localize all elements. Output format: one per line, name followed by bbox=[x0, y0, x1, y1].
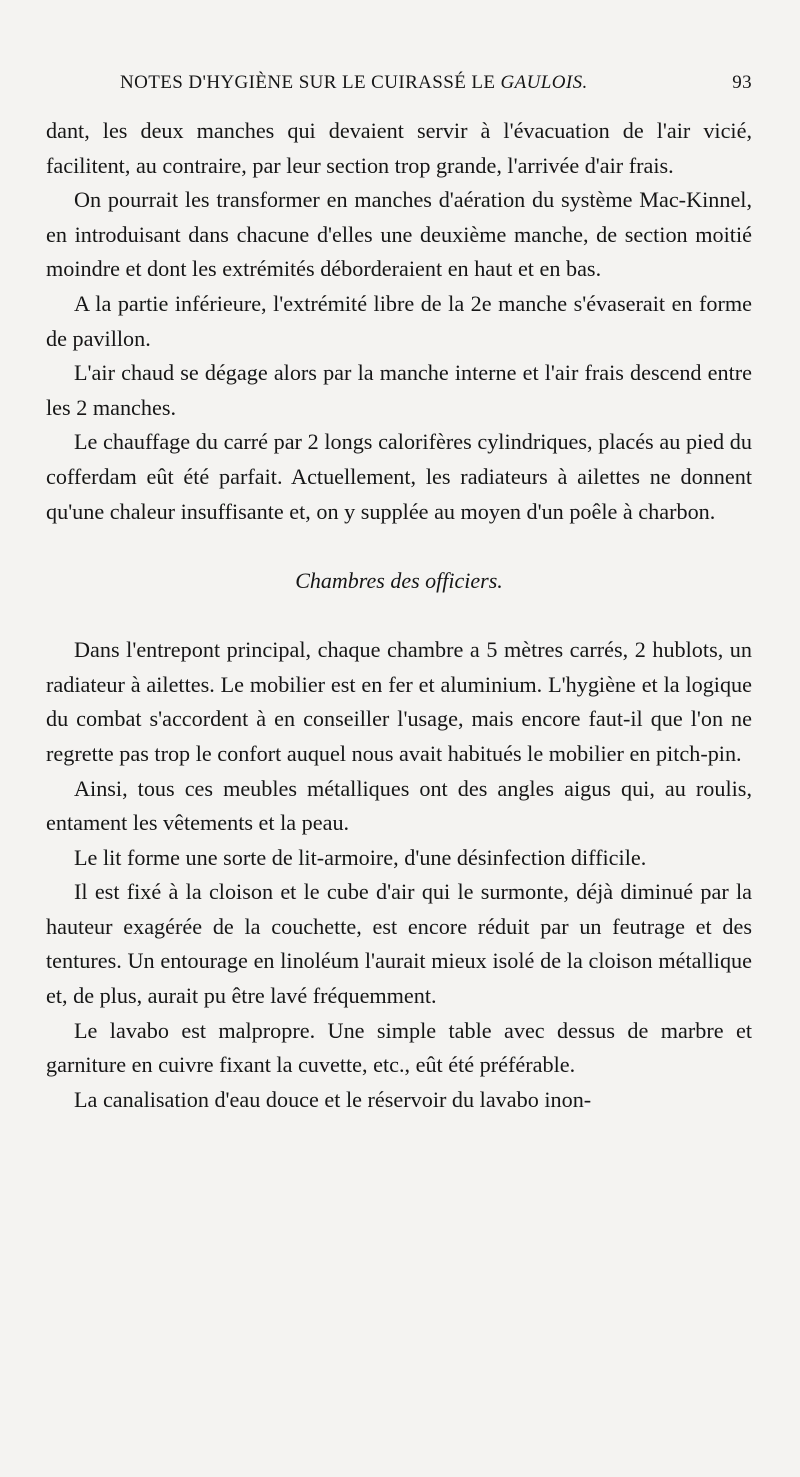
paragraph: A la partie inférieure, l'extrémité libre de la 2e manche s'évaserait en forme de pavillon. bbox=[46, 290, 752, 351]
paragraph: Le lit forme une sorte de lit-armoire, d'une désinfection difficile. bbox=[74, 844, 647, 870]
running-header bbox=[46, 72, 752, 100]
running-title-prefix: NOTES D'HYGIÈNE SUR LE CUIRASSÉ LE bbox=[120, 72, 501, 93]
running-title-ship-name: GAULOIS. bbox=[500, 72, 588, 93]
page-number: 93 bbox=[732, 72, 752, 93]
paragraph: La canalisation d'eau douce et le réservoir du lavabo inon- bbox=[74, 1086, 592, 1112]
paragraph: Dans l'entrepont principal, chaque chambre a 5 mètres carrés, 2 hublots, un radiateur à ailettes. Le mobilier est en fer et aluminium. L'hygiène et la logique du combat s'accordent à en conseiller l'usage, mais encore faut-il que l'on ne regrette pas trop le confort auquel nous avait habitués le mobilier en pitch-pin. bbox=[46, 637, 752, 766]
paragraph: Le chauffage du carré par 2 longs calorifères cylindriques, placés au pied du cofferdam eût été parfait. Actuellement, les radiateurs à ailettes ne donnent qu'une chaleur insuffisante et, on y supplée au moyen d'un poêle à charbon. bbox=[46, 429, 752, 524]
page-body bbox=[46, 114, 752, 1117]
paragraph: L'air chaud se dégage alors par la manche interne et l'air frais descend entre les 2 manches. bbox=[46, 360, 752, 420]
paragraph: Ainsi, tous ces meubles métalliques ont des angles aigus qui, au roulis, entament les vêtements et la peau. bbox=[46, 775, 752, 836]
section-heading: Chambres des officiers. bbox=[295, 568, 503, 594]
paragraph: On pourrait les transformer en manches d'aération du système Mac-Kinnel, en introduisant dans chacune d'elles une deuxième manche, de section moitié moindre et dont les extrémités déborderaient en haut et en bas. bbox=[46, 187, 752, 282]
paragraph-continued: dant, les deux manches qui devaient servir à l'évacuation de l'air vicié, facilitent, au contraire, par leur section trop grande, l'arrivée d'air frais. bbox=[46, 118, 752, 178]
running-title bbox=[120, 72, 588, 94]
paragraph: Il est fixé à la cloison et le cube d'air qui le surmonte, déjà diminué par la hauteur exagérée de la couchette, est encore réduit par un feutrage et des tentures. Un entourage en linoléum l'aurait mieux isolé de la cloison métallique et, de plus, aurait pu être lavé fréquemment. bbox=[46, 879, 752, 1009]
paragraph: Le lavabo est malpropre. Une simple table avec dessus de marbre et garniture en cuivre fixant la cuvette, etc., eût été préférable. bbox=[46, 1017, 752, 1078]
